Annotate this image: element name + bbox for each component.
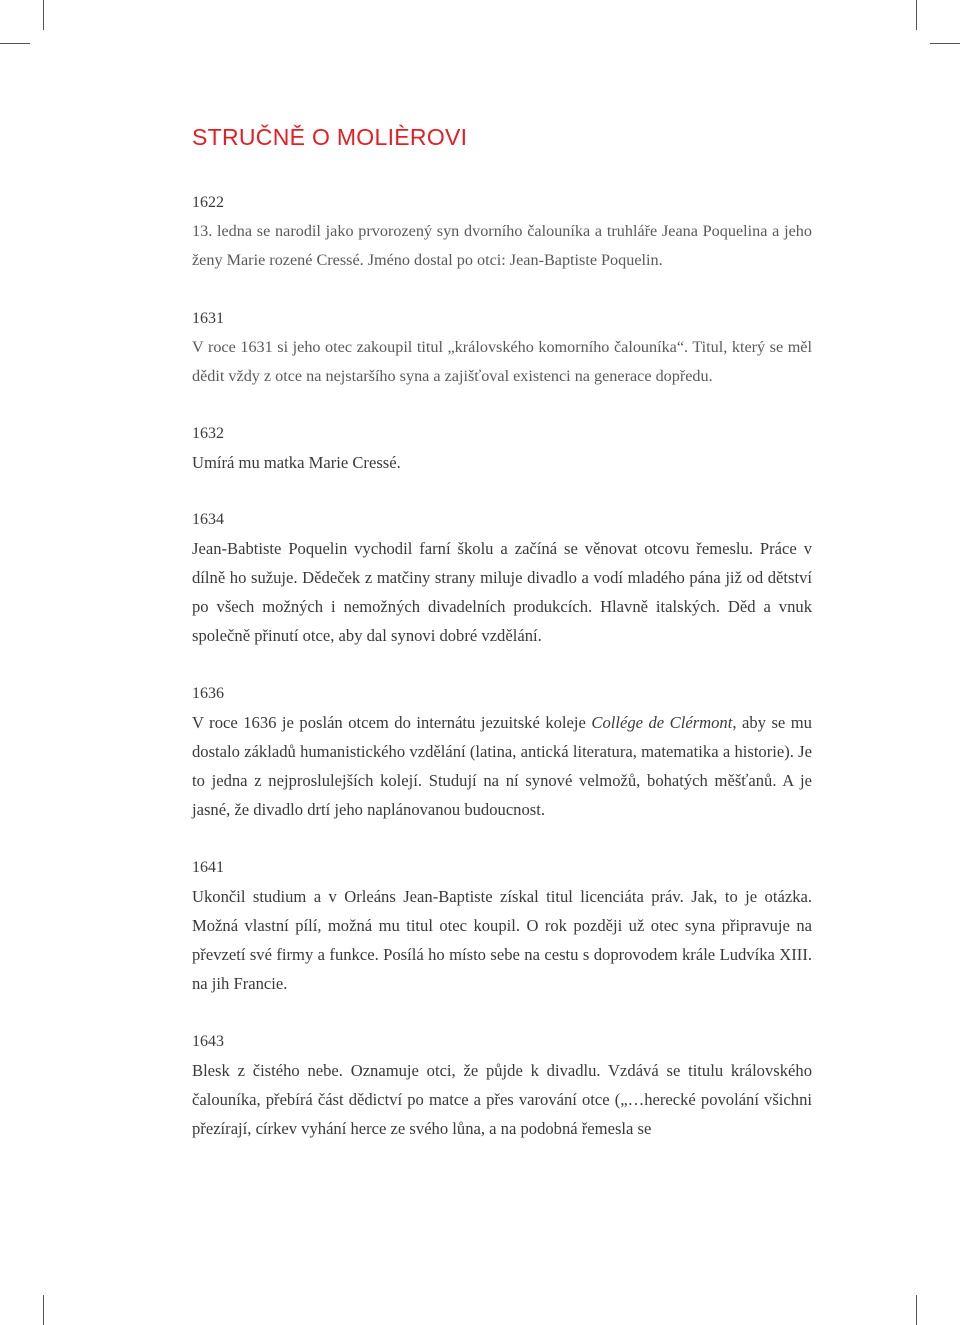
timeline-entry-1641 <box>192 853 812 998</box>
entry-text: Blesk z čistého nebe. Oznamuje otci, že půjde k divadlu. Vzdává se titulu královského čalouníka, přebírá část dědictví po matce a přes varování otce („…herecké povolání všichni přezírají, církev vyhání herce ze svého lůna, a na podobná řemesla se <box>192 1061 812 1138</box>
crop-mark-top-left <box>43 0 44 30</box>
entry-text: Umírá mu matka Marie Cressé. <box>192 453 401 472</box>
entry-text: 13. ledna se narodil jako prvorozený syn dvorního čalouníka a truhláře Jeana Poquelina a jeho ženy Marie rozené Cressé. Jméno dostal po otci: Jean-Baptiste Poquelin. <box>192 222 812 269</box>
entry-year: 1631 <box>192 310 224 327</box>
entry-year: 1636 <box>192 685 224 702</box>
timeline-entry-1631 <box>192 304 812 391</box>
entry-year: 1641 <box>192 859 224 876</box>
crop-mark-top-left-h <box>0 43 30 44</box>
crop-mark-bottom-right <box>916 1295 917 1325</box>
entry-text-after: , aby se mu dostalo základů humanistického vzdělání (latina, antická literatura, matematika a historie). Je to jedna z nejproslulejších kolejí. Studují na ní synové velmožů, bohatých měšťanů. A je jasné, že divadlo drtí jeho naplánovanou budoucnost. <box>192 713 812 819</box>
entry-text <box>192 708 812 824</box>
timeline-entry-1636 <box>192 679 812 824</box>
entry-text-before: V roce 1636 je poslán otcem do internátu jezuitské koleje <box>192 713 592 732</box>
timeline <box>192 188 812 1143</box>
crop-mark-bottom-left <box>43 1295 44 1325</box>
entry-year: 1634 <box>192 511 224 528</box>
timeline-entry-1622 <box>192 188 812 275</box>
page-title: STRUČNĚ O MOLIÈROVI <box>192 124 468 150</box>
college-name: Collége de Clérmont <box>591 713 733 732</box>
entry-text: V roce 1631 si jeho otec zakoupil titul „královského komorního čalouníka“. Titul, který se měl dědit vždy z otce na nejstaršího syna a zajišťoval existenci na generace dopředu. <box>192 338 812 385</box>
crop-mark-top-right-h <box>930 43 960 44</box>
crop-mark-top-right <box>916 0 917 30</box>
timeline-entry-1632 <box>192 419 812 477</box>
entry-year: 1622 <box>192 194 224 211</box>
entry-text: Ukončil studium a v Orleáns Jean-Baptiste získal titul licenciáta práv. Jak, to je otázka. Možná vlastní pílí, možná mu titul otec koupil. O rok později už otec syna připravuje na převzetí své firmy a funkce. Posílá ho místo sebe na cestu s doprovodem krále Ludvíka XIII. na jih Francie. <box>192 887 812 993</box>
entry-year: 1643 <box>192 1033 224 1050</box>
entry-year: 1632 <box>192 425 224 442</box>
entry-text: Jean-Babtiste Poquelin vychodil farní školu a začíná se věnovat otcovu řemeslu. Práce v dílně ho sužuje. Dědeček z matčiny strany miluje divadlo a vodí mladého pána již od dětství po všech možných i nemožných divadelních produkcích. Hlavně italských. Děd a vnuk společně přinutí otce, aby dal synovi dobré vzdělání. <box>192 539 812 645</box>
timeline-entry-1643 <box>192 1027 812 1143</box>
timeline-entry-1634 <box>192 505 812 650</box>
